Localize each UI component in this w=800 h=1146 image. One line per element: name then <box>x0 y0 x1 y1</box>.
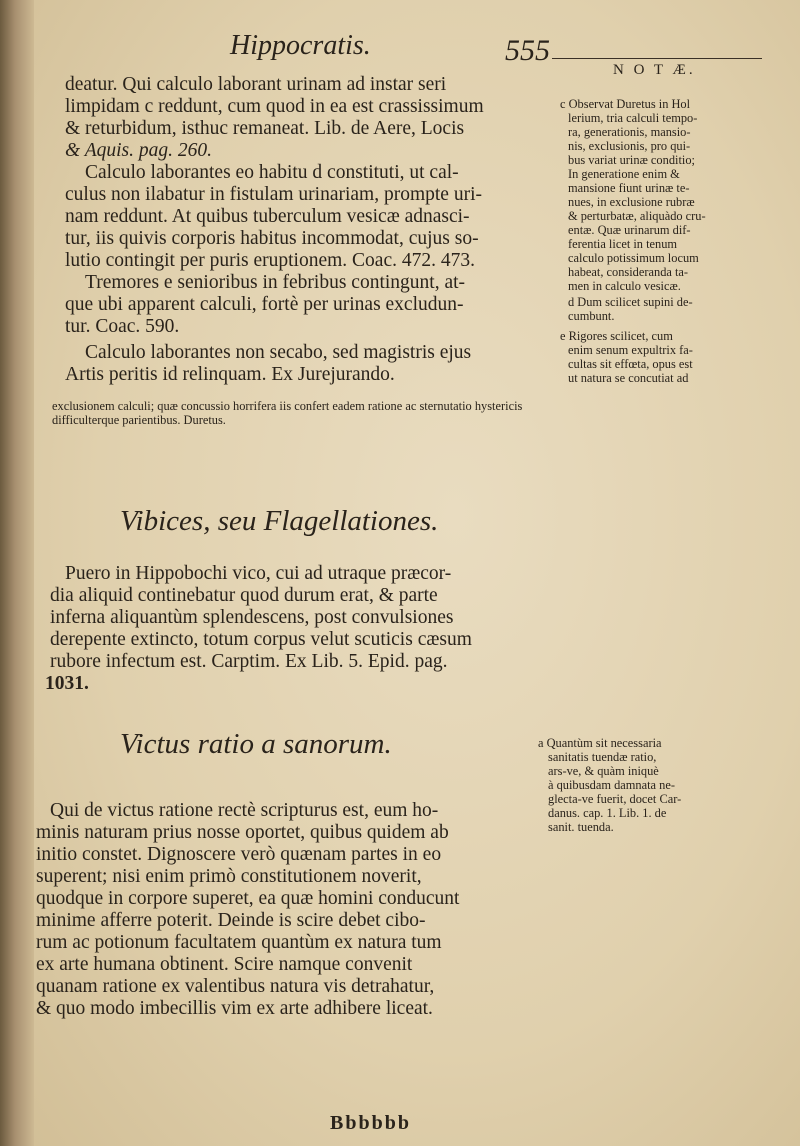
marginal-note-line: nues, in exclusione rubræ <box>568 195 695 209</box>
running-header: Hippocratis. <box>230 30 371 61</box>
text-line: & Aquis. pag. 260. <box>65 140 212 161</box>
marginal-note-line: cumbunt. <box>568 309 615 323</box>
text-line: Calculo laborantes non secabo, sed magistris ejus <box>85 342 472 363</box>
marginal-note-line: mansione fiunt urinæ te- <box>568 181 690 195</box>
section-heading: Vibices, seu Flagellationes. <box>120 505 439 537</box>
text-line: lutio contingit per puris eruptionem. Coac. 472. 473. <box>65 250 475 271</box>
text-line: tur. Coac. 590. <box>65 316 180 337</box>
text-line: Qui de victus ratione rectè scripturus est, eum ho- <box>50 800 439 821</box>
book-gutter <box>0 0 34 1146</box>
marginal-note-line: In generatione enim & <box>568 167 680 181</box>
marginal-note-line: entæ. Quæ urinarum dif- <box>568 223 691 237</box>
text-line: 1031. <box>45 673 89 694</box>
marginal-note-line: ferentia licet in tenum <box>568 237 678 251</box>
marginal-note-line: sanit. tuenda. <box>548 820 614 834</box>
text-line: derepente extincto, totum corpus velut scuticis cæsum <box>50 629 472 650</box>
text-line: rubore infectum est. Carptim. Ex Lib. 5. Epid. pag. <box>50 651 448 672</box>
marginal-note-line: & perturbatæ, aliquàdo cru- <box>568 209 706 223</box>
marginal-note-line: danus. cap. 1. Lib. 1. de <box>548 806 667 820</box>
marginal-note-line: habeat, consideranda ta- <box>568 265 689 279</box>
footnote-line: exclusionem calculi; quæ concussio horrifera iis confert eadem ratione ac sternutatio hystericis <box>52 399 523 413</box>
notes-label: N O T Æ. <box>613 62 696 78</box>
text-line: Tremores e senioribus in febribus contingunt, at- <box>85 272 466 293</box>
text-line: Calculo laborantes eo habitu d constituti, ut cal- <box>85 162 459 183</box>
marginal-note-line: c Observat Duretus in Hol <box>560 97 691 111</box>
footnote-line: difficulterque parientibus. Duretus. <box>52 413 226 427</box>
marginal-note-line: cultas sit effœta, opus est <box>568 357 693 371</box>
marginal-note-line: men in calculo vesicæ. <box>568 279 681 293</box>
marginal-note-line: a Quantùm sit necessaria <box>538 736 662 750</box>
marginal-note-line: sanitatis tuendæ ratio, <box>548 750 657 764</box>
marginal-note-line: enim senum expultrix fa- <box>568 343 693 357</box>
marginal-note-line: nis, exclusionis, pro qui- <box>568 139 691 153</box>
text-line: initio constet. Dignoscere verò quænam partes in eo <box>36 844 442 865</box>
marginal-note-line: d Dum scilicet supini de- <box>568 295 693 309</box>
text-line: minime afferre poterit. Deinde is scire debet cibo- <box>36 910 426 931</box>
text-line: ex arte humana obtinent. Scire namque convenit <box>36 954 413 975</box>
text-line: rum ac potionum facultatem quantùm ex natura tum <box>36 932 442 953</box>
page-number: 555 <box>505 34 550 67</box>
text-line: Artis peritis id relinquam. Ex Jurejurando. <box>65 364 395 385</box>
text-line: deatur. Qui calculo laborant urinam ad instar seri <box>65 74 447 95</box>
text-line: superent; nisi enim primò constitutionem noverit, <box>36 866 422 887</box>
section-heading: Victus ratio a sanorum. <box>120 728 392 760</box>
marginal-note-line: calculo potissimum locum <box>568 251 699 265</box>
text-line: culus non ilabatur in fistulam urinariam, prompte uri- <box>65 184 482 205</box>
text-line: Puero in Hippobochi vico, cui ad utraque præcor- <box>65 563 452 584</box>
text-line: que ubi apparent calculi, fortè per urinas excludun- <box>65 294 464 315</box>
marginal-note-line: ut natura se concutiat ad <box>568 371 689 385</box>
marginal-note-line: ars-ve, & quàm iniquè <box>548 764 659 778</box>
text-line: dia aliquid continebatur quod durum erat, & parte <box>50 585 438 606</box>
marginal-note-line: lerium, tria calculi tempo- <box>568 111 698 125</box>
text-line: nam reddunt. At quibus tuberculum vesicæ adnasci- <box>65 206 470 227</box>
text-line: tur, iis quivis corporis habitus incommodat, cujus so- <box>65 228 479 249</box>
marginal-note-line: bus variat urinæ conditio; <box>568 153 695 167</box>
text-line: & returbidum, isthuc remaneat. Lib. de Aere, Locis <box>65 118 465 139</box>
marginal-note-line: glecta-ve fuerit, docet Car- <box>548 792 682 806</box>
marginal-note-line: à quibusdam damnata ne- <box>548 778 675 792</box>
marginal-note-line: ra, generationis, mansio- <box>568 125 691 139</box>
text-line: quanam ratione ex valentibus natura vis detrahatur, <box>36 976 435 997</box>
text-line: limpidam c reddunt, cum quod in ea est crassissimum <box>65 96 484 117</box>
text-line: quodque in corpore superet, ea quæ homini conducunt <box>36 888 460 909</box>
text-line: minis naturam prius nosse oportet, quibus quidem ab <box>36 822 449 843</box>
text-line: inferna aliquantùm splendescens, post convulsiones <box>50 607 454 628</box>
text-line: & quo modo imbecillis vim ex arte adhibere liceat. <box>36 998 433 1019</box>
catchword: Bbbbbb <box>330 1112 411 1134</box>
marginal-note-line: e Rigores scilicet, cum <box>560 329 673 343</box>
notes-rule <box>552 58 762 59</box>
